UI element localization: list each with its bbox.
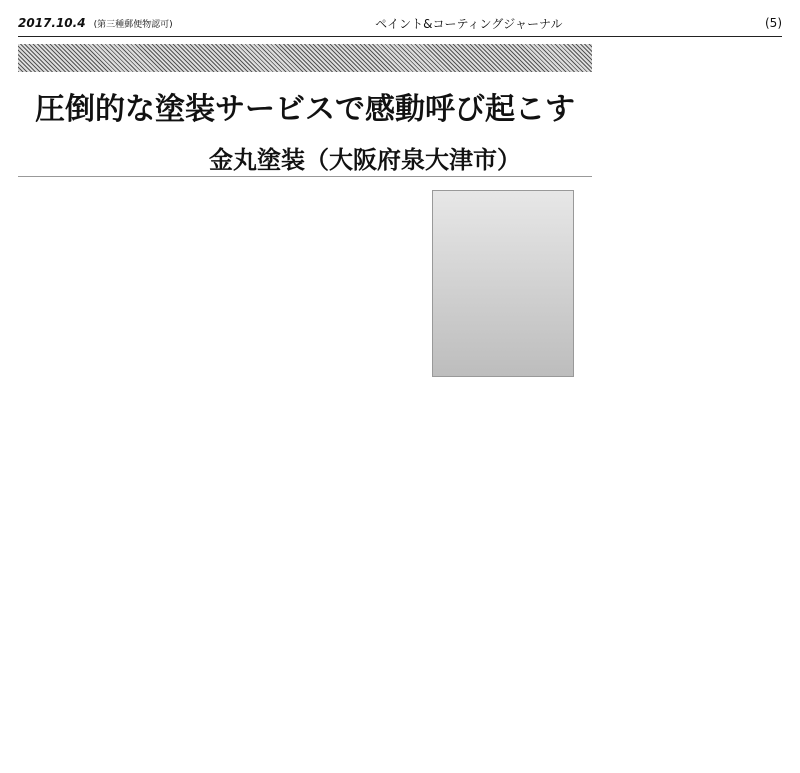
headline: 圧倒的な塗装サービスで感動呼び起こす <box>35 92 575 127</box>
postal-permit: (第三種郵便物認可) <box>93 20 173 30</box>
publication-title: ペイント&コーティングジャーナル <box>375 16 563 31</box>
title-divider <box>18 176 592 177</box>
page-number: (5) <box>765 16 782 30</box>
portrait-photo <box>432 190 574 377</box>
body-column-2 <box>212 186 398 761</box>
subtitle: 金丸塗装（大阪府泉大津市） <box>209 146 521 174</box>
issue-date: 2017.10.4 <box>18 16 86 30</box>
decorative-band <box>18 44 592 72</box>
masthead-left <box>18 16 173 30</box>
body-column-4 <box>604 44 788 761</box>
body-column-1 <box>18 186 204 761</box>
masthead <box>18 10 782 37</box>
body-column-3 <box>406 392 592 761</box>
